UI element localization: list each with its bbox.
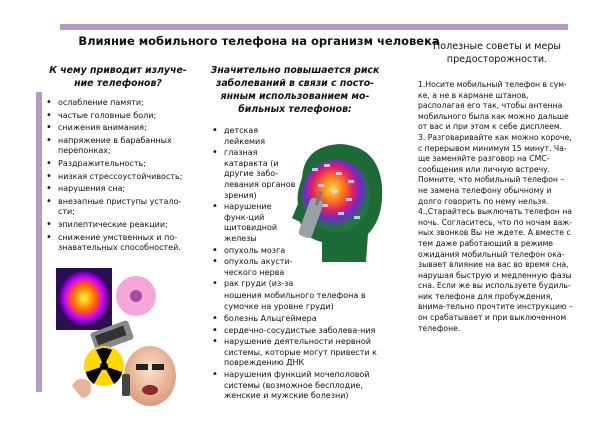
list-item: • внезапные приступы устало-сти; <box>58 197 192 218</box>
top-accent-bar <box>60 24 568 30</box>
head-heatmap-image <box>282 138 392 268</box>
list-item: • ослабление памяти; <box>58 98 192 109</box>
list-item: • снижение умственных и по-знавательных способностей. <box>58 233 192 254</box>
list-item: • нарушение деятельности нервной системы, которые могут привести к повреждению ДНК <box>224 337 380 369</box>
list-item: • болезнь Альцгеймера <box>224 314 380 325</box>
tips-heading-text: Полезные советы и меры предосторожности. <box>432 41 562 65</box>
tip-paragraph: 1.Носите мобильный телефон в сум-ке, а не в кармане штанов, располагая его так, чтобы антенна мобильного была как можно дальше от вас и при этом к себе дисплеем. <box>418 80 569 132</box>
risks-heading: Значительно повышается риск заболеваний в связи с посто-янным использованием мо-бильных телефонов: <box>210 65 380 115</box>
list-item: • напряжение в барабанных перепонках; <box>58 136 192 157</box>
tips-text <box>418 80 576 334</box>
side-accent-bar <box>36 92 42 392</box>
tips-column <box>418 40 576 334</box>
list-item: • частые головные боли; <box>58 111 192 122</box>
tip-paragraph: 4.,Старайтесь выключать телефон на ночь. Согласитесь, что по ночам важ-ных звонков Вы не ждете. А вместе с тем даже работающий в режиме ожидания мобильный телефон ока-зывает влияние на вас во время сна, нарушая быструю и медленную фазы сна. Если же вы используете будиль-ник телефона для пробуждения, внима-тельно прочтите инструкцию – он срабатывает и при выключенном телефоне. <box>418 207 573 333</box>
list-item: • эпилептические реакции; <box>58 220 192 231</box>
list-item-continuation: ношения мобильного телефона в сумочке на уровне груди) <box>224 290 366 311</box>
list-item: • глазная катаракта (и другие забо-левания органов зрения) <box>224 148 296 201</box>
list-item: • низкая стрессоустойчивость; <box>58 172 192 183</box>
list-item: • нарушения функций мочеполовой системы (возможное бесплодие, женские и мужские болезни) <box>224 370 380 402</box>
list-item: • снижения внимания; <box>58 123 192 134</box>
list-item: • рак груди (из-за <box>224 279 296 290</box>
list-item: • Раздражительность; <box>58 159 192 170</box>
tip-paragraph: 3. Разговаривайте как можно короче, с перерывом минимум 15 минут. Ча-ще заменяйте разговор на СМС-сообщения или личную встречу. Помните, что мобильный телефон – не замена телефону обычному и долго говорить по нему нельзя. <box>418 132 572 206</box>
page-title: Влияние мобильного телефона на организм человека <box>78 34 440 48</box>
effects-column <box>44 64 192 256</box>
tips-heading <box>418 40 576 66</box>
list-item: • опухоль акусти-ческого нерва <box>224 257 296 278</box>
list-item: • сердечно-сосудистые заболева-ния <box>224 326 380 337</box>
list-item: • опухоль мозга <box>224 246 296 257</box>
radiation-collage-image <box>52 266 182 414</box>
effects-heading: К чему приводит излуче-ние телефонов? <box>49 65 187 89</box>
risks-list-wide <box>210 314 380 402</box>
list-item: • нарушения сна; <box>58 184 192 195</box>
effects-list <box>44 98 192 254</box>
list-item: • нарушение функ-ций щитовидной железы <box>224 202 296 244</box>
list-item: • детская лейкемия <box>224 126 296 147</box>
